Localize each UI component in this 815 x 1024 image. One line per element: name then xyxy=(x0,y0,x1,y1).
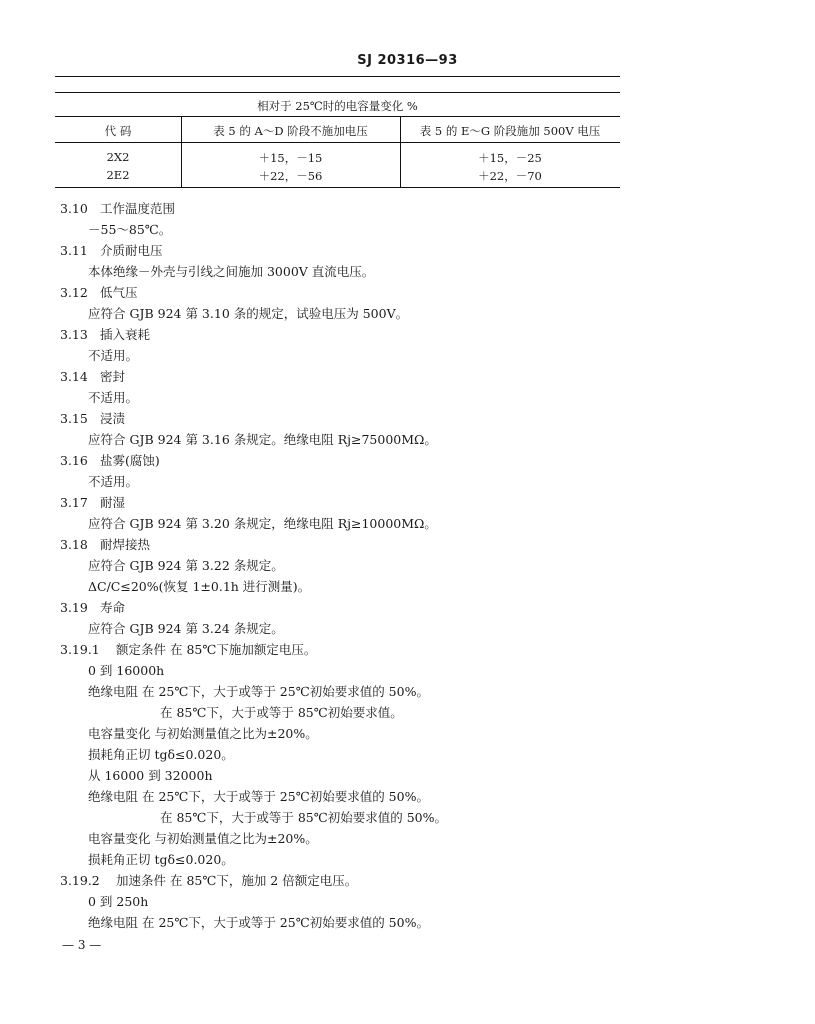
table-cell: ＋22，－70 xyxy=(478,169,542,183)
clause-line: 3.14 密封 xyxy=(60,369,126,384)
clause-line: 3.10 工作温度范围 xyxy=(60,201,176,216)
clause-line: 本体绝缘－外壳与引线之间施加 3000V 直流电压。 xyxy=(88,264,375,279)
clause-line: 应符合 GJB 924 第 3.10 条的规定，试验电压为 500V。 xyxy=(88,306,409,321)
clause-line: 3.16 盐雾(腐蚀) xyxy=(60,453,160,468)
clause-line: ΔC/C≤20%(恢复 1±0.1h 进行测量)。 xyxy=(88,579,311,594)
clause-line: 3.18 耐焊接热 xyxy=(60,537,151,552)
table-cell: 2X2 xyxy=(106,150,130,164)
clause-line: 3.19.1 额定条件 在 85℃下施加额定电压。 xyxy=(60,642,317,657)
clause-line: －55～85℃。 xyxy=(88,222,172,237)
clause-line: 0 到 250h xyxy=(88,894,149,909)
clause-line: 电容量变化 与初始测量值之比为±20%。 xyxy=(88,831,318,846)
clause-line: 在 85℃下，大于或等于 85℃初始要求值。 xyxy=(160,705,403,720)
clause-line: 3.19 寿命 xyxy=(60,600,126,615)
clause-line: 3.13 插入衰耗 xyxy=(60,327,151,342)
clause-line: 应符合 GJB 924 第 3.22 条规定。 xyxy=(88,558,284,573)
clause-line: 损耗角正切 tgδ≤0.020。 xyxy=(88,852,234,867)
table-header-rule xyxy=(55,142,620,143)
table-cell: 2E2 xyxy=(106,168,130,182)
clause-line: 应符合 GJB 924 第 3.20 条规定，绝缘电阻 Rj≥10000MΩ。 xyxy=(88,516,437,531)
clause-line: 在 85℃下，大于或等于 85℃初始要求值的 50%。 xyxy=(160,810,447,825)
column-header-stage-ad: 表 5 的 A～D 阶段不施加电压 xyxy=(213,124,368,138)
clause-line: 电容量变化 与初始测量值之比为±20%。 xyxy=(88,726,318,741)
table-caption-rule xyxy=(55,116,620,117)
table-top-rule xyxy=(55,92,620,93)
clause-line: 3.19.2 加速条件 在 85℃下，施加 2 倍额定电压。 xyxy=(60,873,358,888)
clause-line: 不适用。 xyxy=(88,390,139,405)
clause-line: 应符合 GJB 924 第 3.16 条规定。绝缘电阻 Rj≥75000MΩ。 xyxy=(88,432,437,447)
table-bottom-rule xyxy=(55,187,620,188)
clause-line: 3.12 低气压 xyxy=(60,285,138,300)
table-caption: 相对于 25℃时的电容量变化 % xyxy=(257,99,418,113)
table-cell: ＋22，－56 xyxy=(258,169,323,183)
clause-line: 绝缘电阻 在 25℃下，大于或等于 25℃初始要求值的 50%。 xyxy=(88,684,429,699)
document-number: SJ 20316—93 xyxy=(357,53,458,68)
clause-line: 3.15 浸渍 xyxy=(60,411,126,426)
column-header-code: 代 码 xyxy=(104,124,132,138)
table-cell: ＋15，－25 xyxy=(478,151,542,165)
header-rule xyxy=(55,76,620,77)
table-column-divider xyxy=(181,116,182,187)
clause-line: 3.17 耐湿 xyxy=(60,495,126,510)
clause-line: 3.11 介质耐电压 xyxy=(60,243,163,258)
clause-line: 从 16000 到 32000h xyxy=(88,768,213,783)
clause-line: 0 到 16000h xyxy=(88,663,165,678)
table-cell: ＋15，－15 xyxy=(258,151,323,165)
table-column-divider xyxy=(400,116,401,187)
clause-line: 应符合 GJB 924 第 3.24 条规定。 xyxy=(88,621,284,636)
column-header-stage-eg: 表 5 的 E～G 阶段施加 500V 电压 xyxy=(419,124,601,138)
page-number: — 3 — xyxy=(62,938,102,952)
clause-line: 损耗角正切 tgδ≤0.020。 xyxy=(88,747,234,762)
clause-line: 不适用。 xyxy=(88,474,139,489)
clause-line: 绝缘电阻 在 25℃下，大于或等于 25℃初始要求值的 50%。 xyxy=(88,789,429,804)
clause-line: 绝缘电阻 在 25℃下，大于或等于 25℃初始要求值的 50%。 xyxy=(88,915,429,930)
clause-line: 不适用。 xyxy=(88,348,139,363)
